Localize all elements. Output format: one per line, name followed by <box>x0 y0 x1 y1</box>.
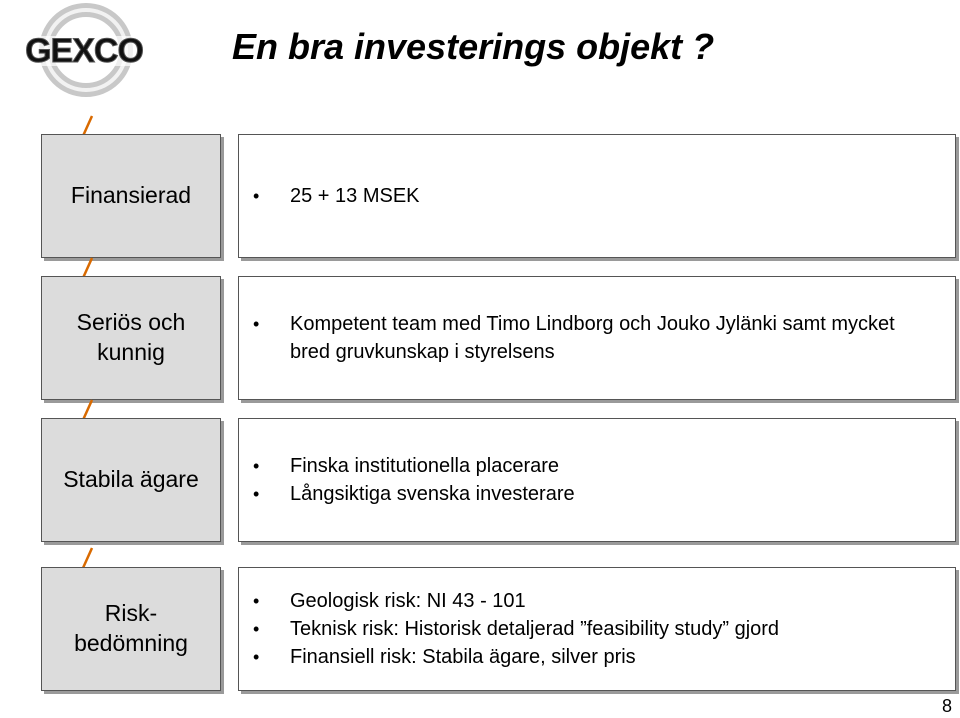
page-title: En bra investerings objekt ? <box>232 26 715 67</box>
row-label: Risk-bedömning <box>74 600 188 656</box>
row-content-box <box>238 418 956 542</box>
bullet-item: • Finansiell risk: Stabila ägare, silver pris <box>253 643 955 671</box>
row-label-box <box>41 418 221 542</box>
bullet-list <box>239 587 955 671</box>
bullet-list <box>239 182 955 210</box>
row-label-box <box>41 134 221 258</box>
row-content-box <box>238 276 956 400</box>
bullet-item: • 25 + 13 MSEK <box>253 182 955 210</box>
bullet-item: • Teknisk risk: Historisk detaljerad ”feasibility study” gjord <box>253 615 955 643</box>
bullet-item: • Kompetent team med Timo Lindborg och Jouko Jylänki samt mycket bred gruvkunskap i styrelsens <box>253 310 955 366</box>
row-content-box <box>238 134 956 258</box>
page-number: 8 <box>941 696 952 716</box>
bullet-item: • Finska institutionella placerare <box>253 452 955 480</box>
bullet-list <box>239 452 955 508</box>
bullet-item: • Geologisk risk: NI 43 - 101 <box>253 587 955 615</box>
bullet-list <box>239 310 955 366</box>
row-label-box <box>41 276 221 400</box>
row-label: Seriös och kunnig <box>76 309 186 365</box>
row-content-box <box>238 567 956 691</box>
gexco-logo <box>4 2 164 98</box>
row-label-box <box>41 567 221 691</box>
row-label: Finansierad <box>70 182 192 209</box>
row-label: Stabila ägare <box>63 466 199 493</box>
bullet-item: • Långsiktiga svenska investerare <box>253 480 955 508</box>
logo-text: GEXCO <box>25 32 143 70</box>
